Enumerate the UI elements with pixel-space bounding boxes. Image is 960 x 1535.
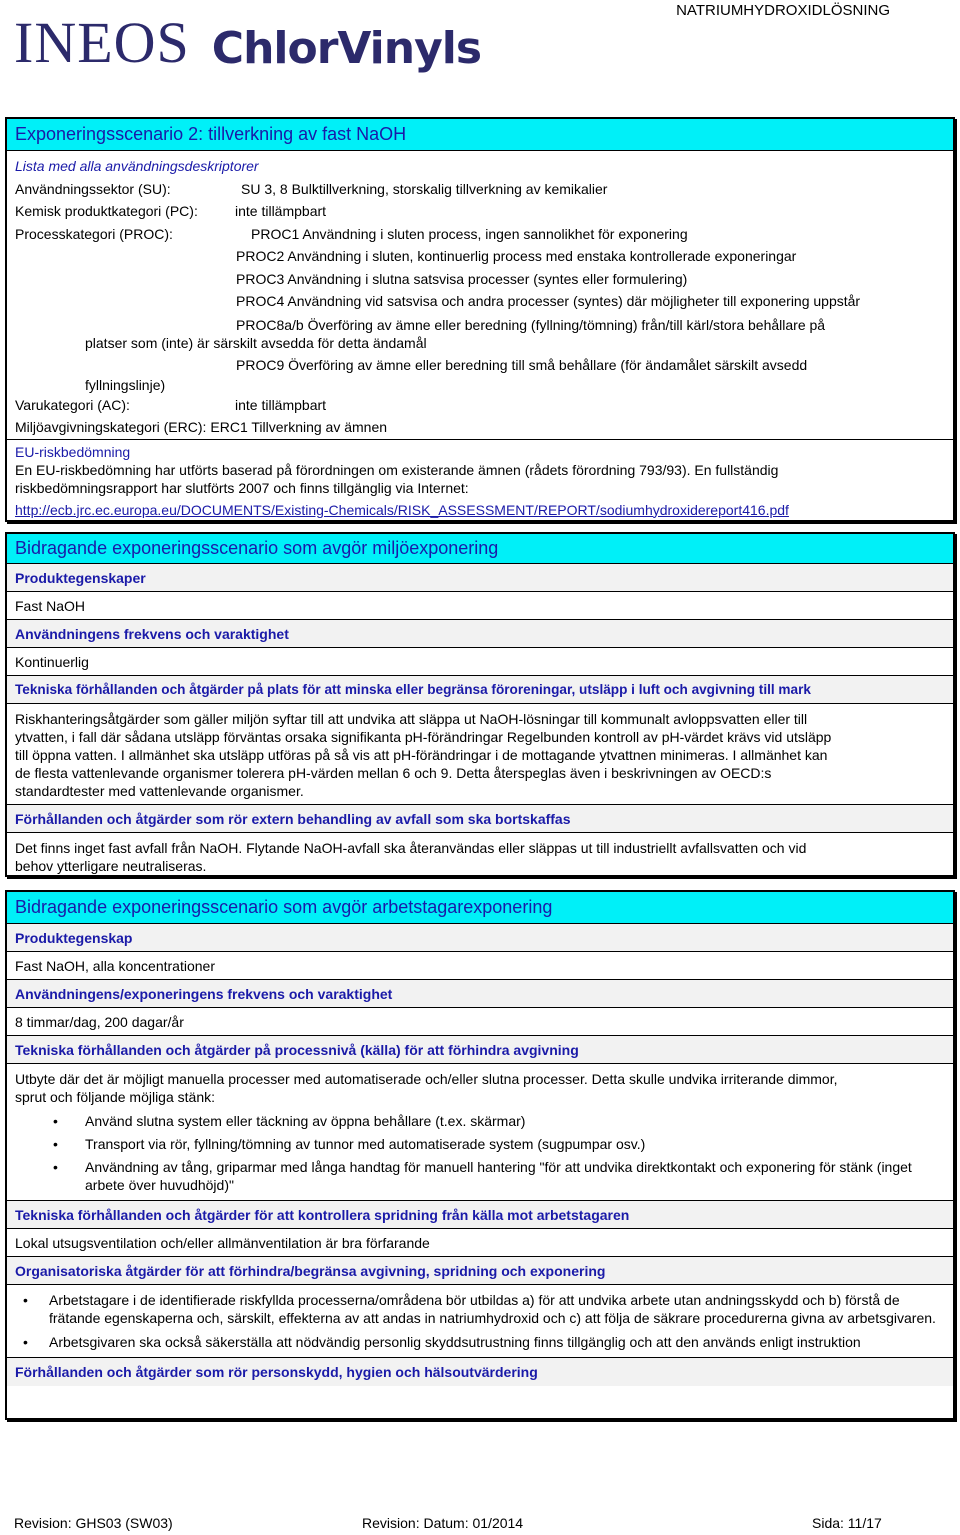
text-line: sprut och följande möjliga stänk: bbox=[15, 1089, 215, 1105]
product-property-value: Fast NaOH, alla koncentrationer bbox=[7, 952, 953, 980]
environmental-exposure-section bbox=[5, 532, 955, 877]
ac-label: Varukategori (AC): bbox=[15, 396, 130, 413]
text-line: till öppna vatten. I allmänhet ska utsläpp utföras på så vis att pH-förändringar i de mottagande ytvattnen minimeras. I allmänhet kan bbox=[15, 747, 828, 763]
waste-measures-text bbox=[7, 833, 953, 875]
logo-ineos-text: INEOS bbox=[14, 10, 190, 75]
proc-item-continued: fyllningslinje) bbox=[85, 376, 166, 393]
erc-value: ERC1 Tillverkning av ämnen bbox=[210, 419, 388, 435]
list-item: • Arbetstagare i de identifierade riskfyllda processerna/områdena bör utbildas a) för att undvika arbete utan andningsskydd och b) förstå de frätande egenskaperna och, särskilt, effekterna av att andas in natriumhydroxid och c) att följa de säkrare procedurerna givna av arbetsgivaren. bbox=[15, 1291, 945, 1327]
proc-item: PROC3 Användning i slutna satsvisa processer (syntes eller formulering) bbox=[236, 270, 688, 287]
logo-chlorvinyls-text: ChlorVinyls bbox=[211, 23, 482, 74]
text-line: ytvatten, i fall där sådana utsläpp förväntas orsaka signifikanta pH-förändringar Regelbunden kontroll av pH-värdet krävs vid utsläpp bbox=[15, 729, 832, 745]
pc-label: Kemisk produktkategori (PC): bbox=[15, 203, 198, 219]
frequency-value: 8 timmar/dag, 200 dagar/år bbox=[7, 1008, 953, 1036]
text-line: Riskhanteringsåtgärder som gäller miljön syftar till att undvika att släppa ut NaOH-lösningar till kommunalt avloppsvatten eller till bbox=[15, 711, 808, 727]
subsection-heading: Användningens frekvens och varaktighet bbox=[7, 620, 953, 648]
eu-risk-text: En EU-riskbedömning har utförts baserad på förordningen om existerande ämnen (rådets förordning 793/93). En fullständig bbox=[15, 461, 779, 478]
section-title: Bidragande exponeringsscenario som avgör arbetstagarexponering bbox=[7, 892, 953, 924]
spread-control-value: Lokal utsugsventilation och/eller allmänventilation är bra förfarande bbox=[7, 1229, 953, 1257]
proc-row bbox=[15, 223, 945, 246]
process-measures-list bbox=[15, 1112, 945, 1194]
text-line: Utbyte där det är möjligt manuella processer med automatiserade och/eller slutna processer. Detta skulle undvika irriterande dimmor, bbox=[15, 1071, 838, 1087]
pc-value: inte tillämpbart bbox=[235, 203, 327, 219]
descriptor-list-heading: Lista med alla användningsdeskriptorer bbox=[15, 158, 259, 174]
subsection-heading: Tekniska förhållanden och åtgärder för att kontrollera spridning från källa mot arbetstagaren bbox=[7, 1201, 953, 1229]
revision-date: Revision: Datum: 01/2014 bbox=[362, 1515, 524, 1531]
document-product-name: NATRIUMHYDROXIDLÖSNING bbox=[676, 2, 890, 19]
eu-risk-heading: EU-riskbedömning bbox=[15, 443, 131, 460]
ac-row bbox=[15, 394, 945, 417]
text-line: Det finns inget fast avfall från NaOH. Flytande NaOH-avfall ska återanvändas eller släppas ut till industriellt avfallsvatten och vid bbox=[15, 840, 807, 856]
organisational-measures-text bbox=[7, 1285, 953, 1358]
text-line: standardtester med vattenlevande organismer. bbox=[15, 783, 304, 799]
proc-item: PROC2 Användning i sluten, kontinuerlig process med enstaka kontrollerade exponeringar bbox=[236, 248, 797, 264]
erc-row bbox=[15, 416, 945, 439]
subsection-heading: Förhållanden och åtgärder som rör personskydd, hygien och hälsoutvärdering bbox=[7, 1358, 953, 1386]
subsection-heading: Tekniska förhållanden och åtgärder på plats för att minska eller begränsa föroreningar, utsläpp i luft och avgivning till mark bbox=[7, 676, 953, 704]
frequency-value: Kontinuerlig bbox=[7, 648, 953, 676]
proc-item-continued: platser som (inte) är särskilt avsedda för detta ändamål bbox=[85, 334, 427, 351]
eu-risk-report-link[interactable]: http://ecb.jrc.ec.europa.eu/DOCUMENTS/Existing-Chemicals/RISK_ASSESSMENT/REPORT/sodiumhydroxidereport416.pdf bbox=[15, 501, 789, 518]
su-label: Användningssektor (SU): bbox=[15, 180, 171, 197]
erc-label: Miljöavgivningskategori (ERC): bbox=[15, 419, 207, 435]
list-item: • Använd slutna system eller täckning av öppna behållare (t.ex. skärmar) bbox=[15, 1112, 945, 1130]
document-header bbox=[0, 0, 960, 90]
ac-value: inte tillämpbart bbox=[235, 396, 327, 413]
list-item: • Arbetsgivaren ska också säkerställa att nödvändig personlig skyddsutrustning finns tillgänglig och att den används enligt instruktion bbox=[15, 1333, 945, 1351]
eu-risk-text: riskbedömningsrapport har slutförts 2007 och finns tillgänglig via Internet: bbox=[15, 479, 469, 496]
proc-item: PROC4 Användning vid satsvisa och andra processer (syntes) där möjligheter till exponering uppstår bbox=[236, 293, 861, 309]
revision-label: Revision: GHS03 (SW03) bbox=[14, 1515, 173, 1531]
eu-risk-assessment bbox=[7, 439, 953, 519]
text-line: de flesta vattenlevande organismer tolerera pH-värden mellan 6 och 9. Detta återspeglas även i beskrivningen av OECD:s bbox=[15, 765, 772, 781]
organisational-measures-list bbox=[15, 1291, 945, 1351]
worker-exposure-section bbox=[5, 890, 955, 1420]
subsection-heading: Tekniska förhållanden och åtgärder på processnivå (källa) för att förhindra avgivning bbox=[7, 1036, 953, 1064]
su-row bbox=[15, 178, 945, 201]
list-item: • Transport via rör, fyllning/tömning av tunnor med automatiserade system (sugpumpar osv.) bbox=[15, 1135, 945, 1153]
use-descriptors bbox=[7, 151, 953, 439]
subsection-heading: Produktegenskap bbox=[7, 924, 953, 952]
section-title: Exponeringsscenario 2: tillverkning av fast NaOH bbox=[7, 119, 953, 151]
page-number: Sida: 11/17 bbox=[812, 1515, 882, 1531]
subsection-heading: Användningens/exponeringens frekvens och varaktighet bbox=[7, 980, 953, 1008]
list-item: • Användning av tång, griparmar med långa handtag för manuell hantering "för att undvika direktkontakt och exponering för stänk (inget arbete över huvudhöjd)" bbox=[15, 1158, 945, 1194]
subsection-heading: Produktegenskaper bbox=[7, 564, 953, 592]
subsection-heading: Organisatoriska åtgärder för att förhindra/begränsa avgivning, spridning och exponering bbox=[7, 1257, 953, 1285]
proc-item: PROC9 Överföring av ämne eller beredning till små behållare (för ändamålet särskilt avsedd bbox=[236, 356, 808, 373]
environmental-measures-text bbox=[7, 704, 953, 805]
su-value: SU 3, 8 Bulktillverkning, storskalig tillverkning av kemikalier bbox=[241, 180, 608, 197]
exposure-scenario-section bbox=[5, 117, 955, 522]
proc-item: PROC8a/b Överföring av ämne eller beredning (fyllning/tömning) från/till kärl/stora behållare på bbox=[236, 316, 826, 333]
pc-row bbox=[15, 200, 945, 223]
subsection-heading: Förhållanden och åtgärder som rör extern behandling av avfall som ska bortskaffas bbox=[7, 805, 953, 833]
proc-item: PROC1 Användning i sluten process, ingen sannolikhet för exponering bbox=[251, 225, 688, 242]
section-title: Bidragande exponeringsscenario som avgör miljöexponering bbox=[7, 534, 953, 564]
text-line: behov ytterligare neutraliseras. bbox=[15, 858, 207, 874]
product-properties-value: Fast NaOH bbox=[7, 592, 953, 620]
ineos-chlorvinyls-logo bbox=[14, 10, 482, 84]
process-measures-text bbox=[7, 1064, 953, 1201]
proc-label: Processkategori (PROC): bbox=[15, 225, 173, 242]
